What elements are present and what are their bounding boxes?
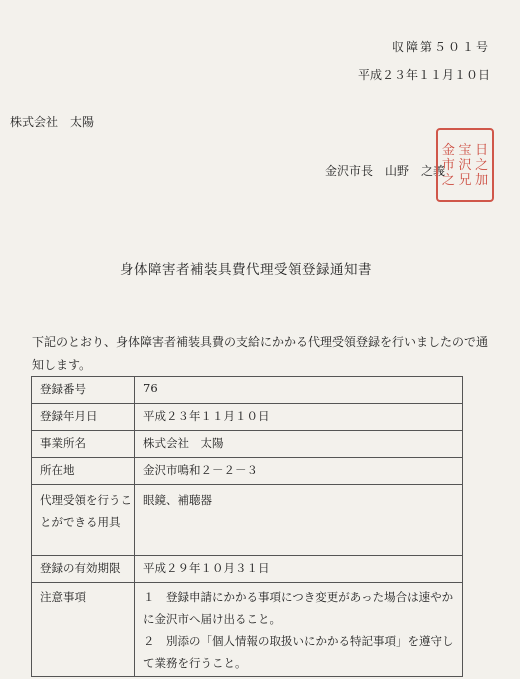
row-value: 平成２９年１０月３１日 <box>135 556 463 583</box>
notes-cell <box>135 583 463 677</box>
recipient-name: 株式会社 太陽 <box>10 115 95 129</box>
row-label: 事業所名 <box>32 431 135 458</box>
row-value: 金沢市鳴和２－２－３ <box>135 458 463 485</box>
table-row <box>32 377 463 404</box>
row-label-line: とができる用具 <box>40 515 121 529</box>
note-line: ２ 別添の「個人情報の取扱いにかかる特記事項」を遵守し <box>143 634 454 648</box>
document-date: 平成２３年１１月１０日 <box>357 68 490 82</box>
seal-column: 金 市 之 <box>441 142 455 188</box>
official-seal <box>436 128 494 202</box>
row-value: 平成２３年１１月１０日 <box>135 404 463 431</box>
row-label: 注意事項 <box>32 583 135 677</box>
row-value: 76 <box>135 377 463 404</box>
row-label: 所在地 <box>32 458 135 485</box>
seal-column: 日 之 加 <box>475 142 489 188</box>
table-row <box>32 458 463 485</box>
note-line: て業務を行うこと。 <box>143 656 247 670</box>
row-label: 登録番号 <box>32 377 135 404</box>
note-line: に金沢市へ届け出ること。 <box>143 612 281 626</box>
body-line: 下記のとおり、身体障害者補装具費の支給にかかる代理受領登録を行いましたので通 <box>32 335 489 349</box>
row-label-line: 代理受領を行うこ <box>40 493 132 507</box>
body-paragraph <box>32 331 492 377</box>
sender-name: 金沢市長 山野 之義 <box>325 164 446 178</box>
table-row <box>32 404 463 431</box>
document-number: 収障第５０１号 <box>391 40 490 54</box>
note-line: １ 登録申請にかかる事項につき変更があった場合は速やか <box>143 590 454 604</box>
row-value: 眼鏡、補聴器 <box>135 485 463 556</box>
row-label: 登録年月日 <box>32 404 135 431</box>
row-value: 株式会社 太陽 <box>135 431 463 458</box>
body-line: 知します。 <box>32 358 92 372</box>
seal-column: 宝 沢 兄 <box>458 142 472 188</box>
row-label: 登録の有効期限 <box>32 556 135 583</box>
registration-table <box>31 376 463 677</box>
row-label <box>32 485 135 556</box>
table-row <box>32 485 463 556</box>
table-row <box>32 431 463 458</box>
table-row <box>32 556 463 583</box>
document-title: 身体障害者補装具費代理受領登録通知書 <box>120 262 372 278</box>
table-row <box>32 583 463 677</box>
